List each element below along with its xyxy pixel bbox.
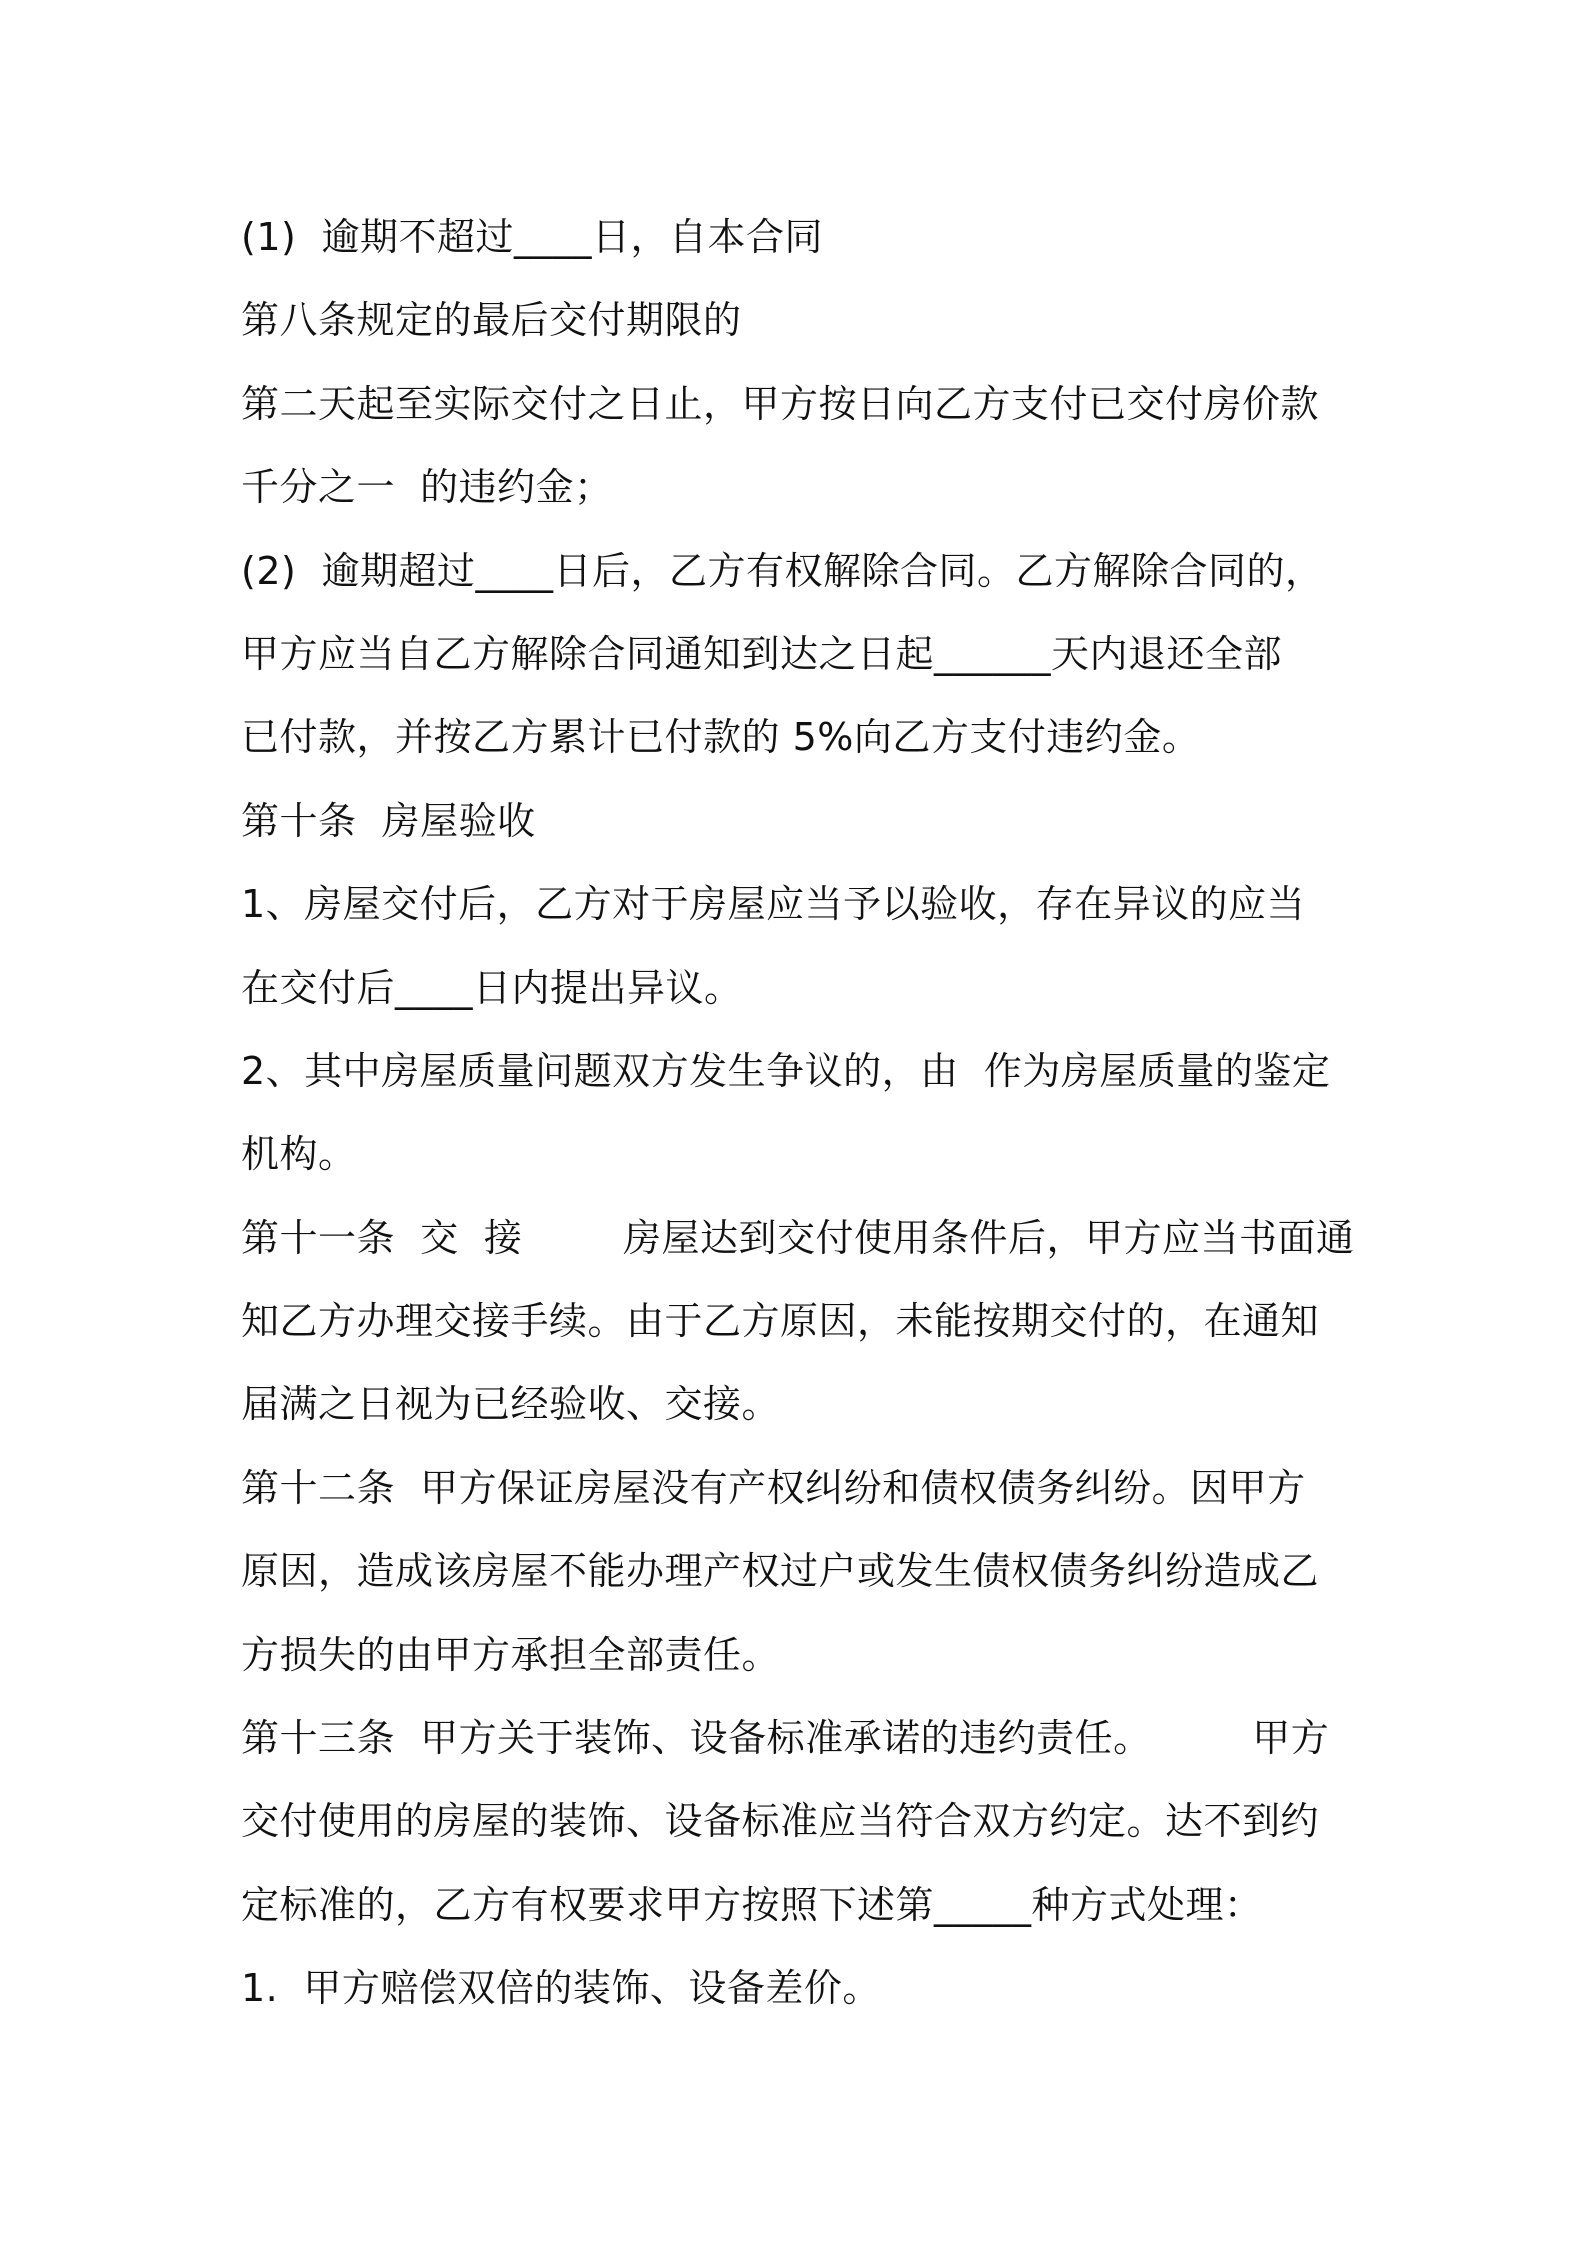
text-line: 第十三条 甲方关于装饰、设备标准承诺的违约责任。 甲方 <box>241 1716 1330 1761</box>
text-line: 第八条规定的最后交付期限的 <box>241 298 742 343</box>
text-line: 交付使用的房屋的装饰、设备标准应当符合双方约定。达不到约 <box>241 1799 1320 1844</box>
text-line: 第十一条 交 接 房屋达到交付使用条件后，甲方应当书面通 <box>241 1215 1355 1260</box>
text-line: 1. 甲方赔偿双倍的装饰、设备差价。 <box>241 1966 881 2011</box>
text-line: 1、房屋交付后，乙方对于房屋应当予以验收，存在异议的应当 <box>241 882 1306 927</box>
text-line: 第十二条 甲方保证房屋没有产权纠纷和债权债务纠纷。因甲方 <box>241 1465 1306 1510</box>
text-line: (1) 逾期不超过____日，自本合同 <box>241 215 823 259</box>
text-line: 在交付后____日内提出异议。 <box>241 965 743 1010</box>
text-line: 甲方应当自乙方解除合同通知到达之日起______天内退还全部 <box>241 631 1283 676</box>
text-line: (2) 逾期超过____日后，乙方有权解除合同。乙方解除合同的， <box>241 548 1324 593</box>
text-line: 2、其中房屋质量问题双方发生争议的，由 作为房屋质量的鉴定 <box>241 1048 1331 1093</box>
text-line: 知乙方办理交接手续。由于乙方原因，未能按期交付的，在通知 <box>241 1299 1320 1344</box>
text-line: 方损失的由甲方承担全部责任。 <box>241 1632 781 1677</box>
text-line: 原因，造成该房屋不能办理产权过户或发生债权债务纠纷造成乙 <box>241 1549 1320 1594</box>
section-heading: 第十条 房屋验收 <box>241 798 536 843</box>
text-line: 千分之一 的违约金； <box>241 465 613 510</box>
text-line: 机构。 <box>241 1132 357 1177</box>
text-line: 届满之日视为已经验收、交接。 <box>241 1382 781 1427</box>
text-line: 定标准的，乙方有权要求甲方按照下述第_____种方式处理： <box>241 1882 1263 1927</box>
document-body <box>241 196 1361 2031</box>
text-line: 第二天起至实际交付之日止，甲方按日向乙方支付已交付房价款 <box>241 381 1320 426</box>
text-line: 已付款，并按乙方累计已付款的 5%向乙方支付违约金。 <box>241 715 1201 760</box>
